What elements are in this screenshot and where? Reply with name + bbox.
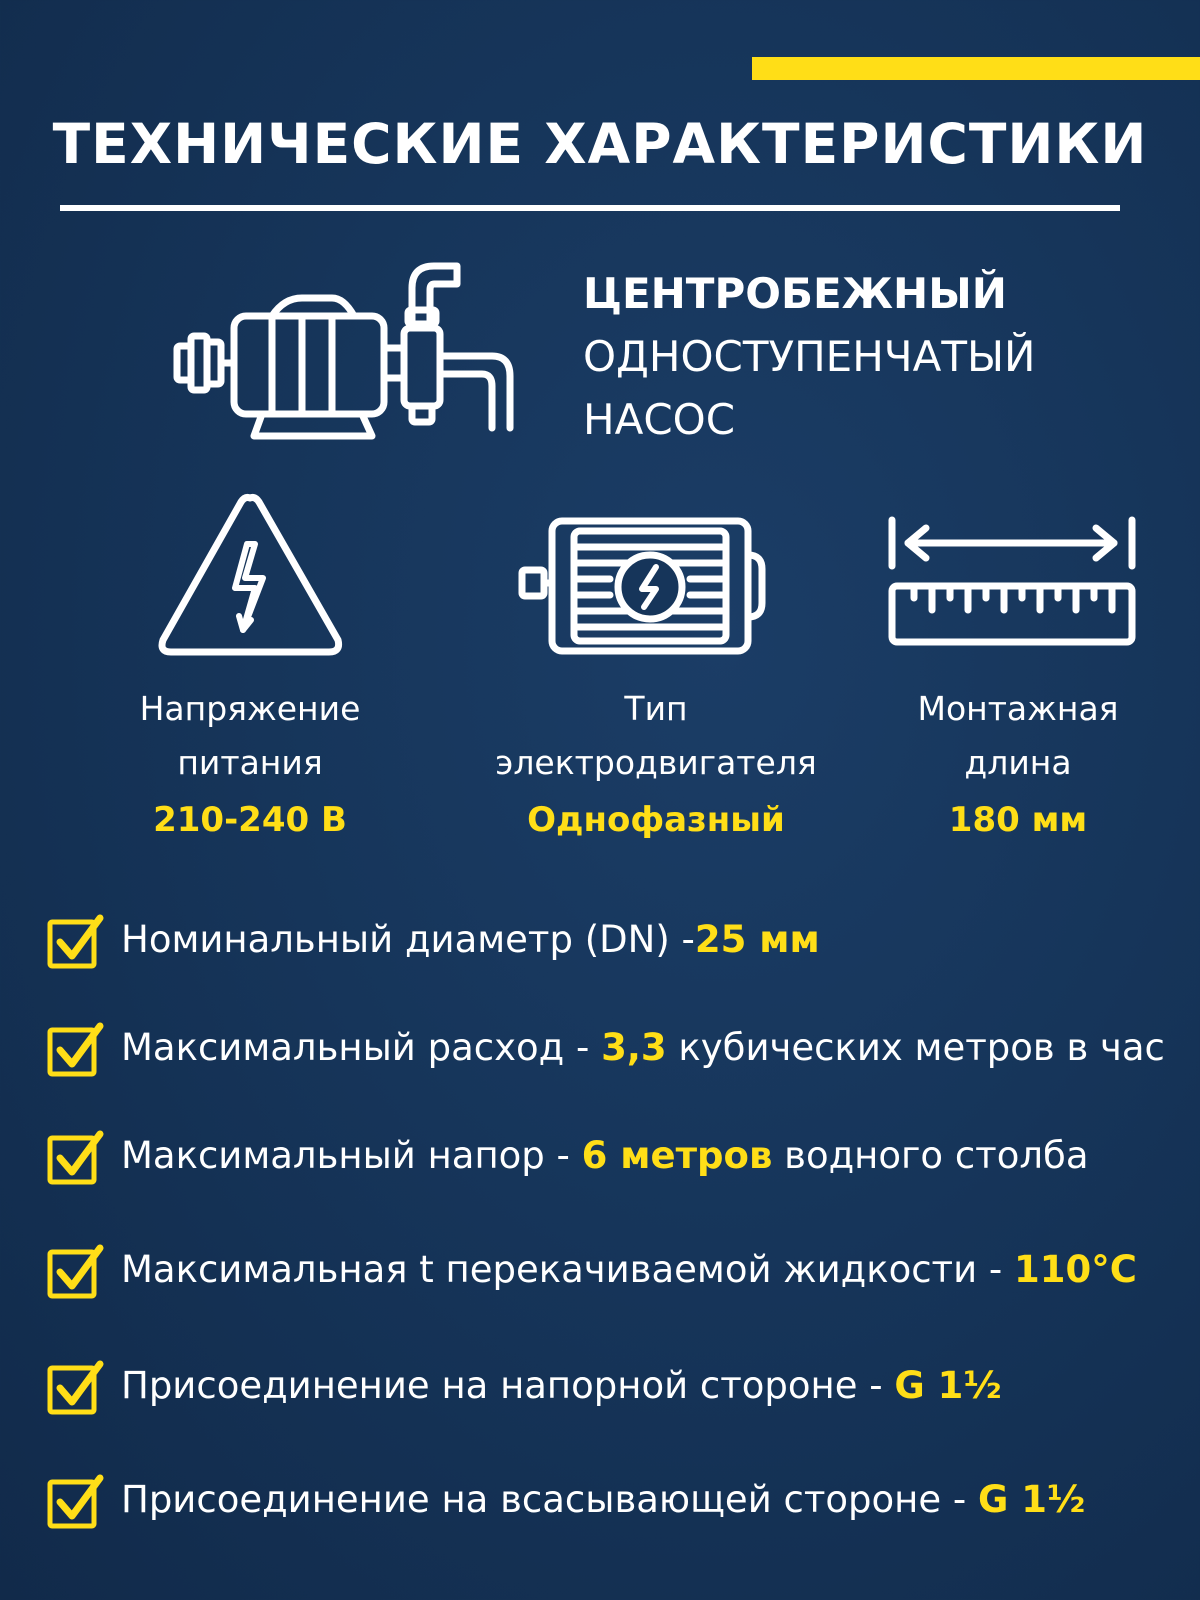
title-divider [60, 205, 1120, 211]
electric-motor-icon [518, 515, 766, 657]
spec-label: Присоединение на напорной стороне - [121, 1364, 895, 1407]
spec-value: 3,3 [601, 1026, 667, 1069]
mounting-length-label [828, 682, 1200, 790]
spec-value: 6 метров [581, 1134, 773, 1177]
pump-icon [172, 258, 524, 448]
motor-type-value: Однофазный [527, 800, 785, 840]
checkbox-checked-icon [46, 1358, 106, 1418]
pump-type-line-1: ЦЕНТРОБЕЖНЫЙ [583, 269, 1007, 318]
spec-item [46, 1358, 1200, 1418]
spec-label: Максимальная t перекачиваемой жидкости - [121, 1248, 1015, 1291]
checkbox-checked-icon [46, 1020, 106, 1080]
spec-value: 25 мм [694, 918, 820, 961]
spec-value: G 1½ [977, 1478, 1086, 1521]
spec-label: Присоединение на всасывающей стороне - [121, 1478, 978, 1521]
pump-type-description [583, 262, 1035, 451]
page-title: ТЕХНИЧЕСКИЕ ХАРАКТЕРИСТИКИ [52, 112, 1148, 176]
mounting-length-value: 180 мм [948, 800, 1088, 840]
spec-label: Максимальный расход - [121, 1026, 602, 1069]
spec-label: Максимальный напор - [121, 1134, 582, 1177]
spec-text [121, 918, 820, 961]
checkbox-checked-icon [46, 1242, 106, 1302]
ruler-length-icon [886, 516, 1138, 648]
accent-bar [752, 57, 1200, 80]
motor-type-label-line-2: электродвигателя [495, 743, 817, 782]
high-voltage-icon [155, 492, 345, 658]
checkbox-checked-icon [46, 1128, 106, 1188]
spec-label: Номинальный диаметр (DN) - [121, 918, 695, 961]
spec-item [46, 1020, 1200, 1080]
checkbox-checked-icon [46, 1472, 106, 1532]
spec-text [121, 1478, 1085, 1521]
spec-text [121, 1026, 1165, 1069]
mounting-length-label-line-1: Монтажная [917, 689, 1119, 728]
spec-item [46, 1128, 1200, 1188]
spec-value: G 1½ [894, 1364, 1002, 1407]
spec-text [121, 1248, 1137, 1291]
mounting-length-label-line-2: длина [964, 743, 1072, 782]
spec-item [46, 1472, 1200, 1532]
voltage-label [60, 682, 440, 790]
motor-type-label [466, 682, 846, 790]
spec-item [46, 912, 1200, 972]
motor-type-label-line-1: Тип [624, 689, 688, 728]
spec-text [121, 1134, 1089, 1177]
pump-type-line-3: НАСОС [583, 395, 736, 444]
voltage-value: 210-240 В [153, 800, 347, 840]
pump-type-line-2: ОДНОСТУПЕНЧАТЫЙ [583, 332, 1036, 381]
spec-item [46, 1242, 1200, 1302]
spec-suffix: кубических метров в час [666, 1026, 1165, 1069]
spec-value: 110°C [1014, 1248, 1137, 1291]
spec-suffix: водного столба [772, 1134, 1089, 1177]
voltage-label-line-1: Напряжение [139, 689, 361, 728]
checkbox-checked-icon [46, 912, 106, 972]
voltage-label-line-2: питания [177, 743, 323, 782]
spec-text [121, 1364, 1002, 1407]
